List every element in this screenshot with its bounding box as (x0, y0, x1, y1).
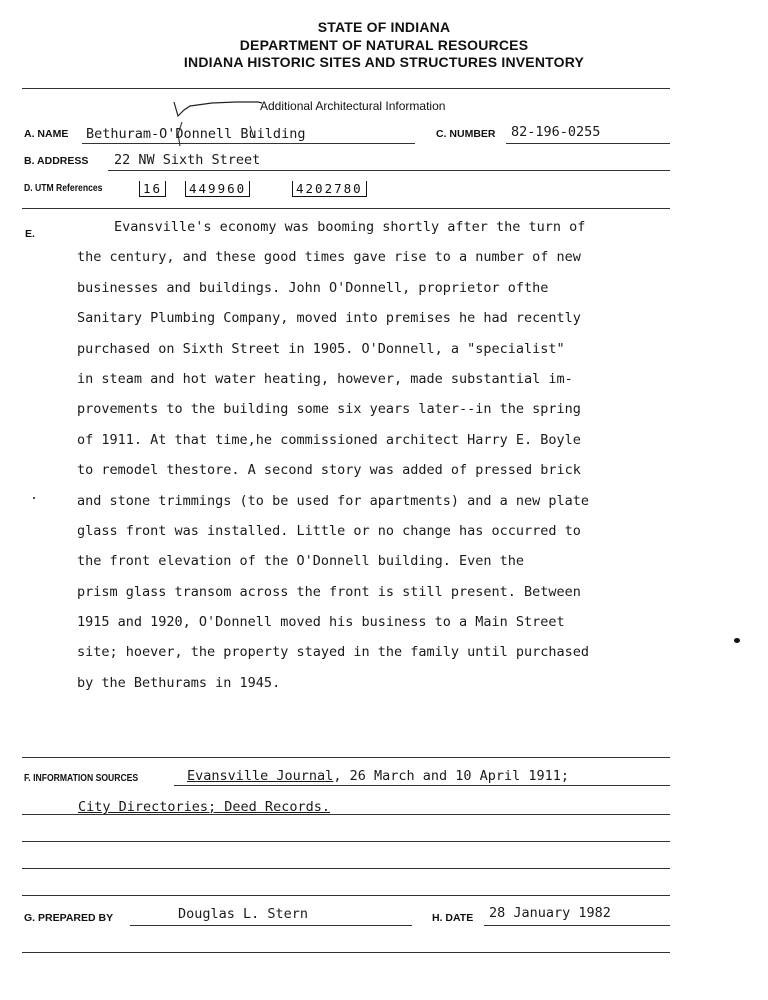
description-line: in steam and hot water heating, however, made substantial im- (77, 370, 573, 387)
description-line: site; hoever, the property stayed in the family until purchased (77, 644, 590, 661)
description-line: 1915 and 1920, O'Donnell moved his business to a Main Street (77, 614, 565, 631)
utm-label: D. UTM References (24, 182, 103, 194)
header-state: STATE OF INDIANA (317, 19, 451, 35)
description-line: prism glass transom across the front is still present. Between (77, 583, 581, 600)
header-inventory: INDIANA HISTORIC SITES AND STRUCTURES INVENTORY (183, 54, 585, 70)
date-label: H. DATE (432, 912, 474, 924)
sources-line-2: City Directories; Deed Records. (78, 799, 330, 815)
sources-blank-line (22, 895, 670, 896)
number-underline (506, 143, 670, 144)
description-line: of 1911. At that time,he commissioned architect Harry E. Boyle (77, 431, 581, 448)
description-line: by the Bethurams in 1945. (77, 674, 281, 691)
utm-rule (22, 208, 670, 209)
number-value: 82-196-0255 (511, 124, 601, 140)
header-department: DEPARTMENT OF NATURAL RESOURCES (239, 37, 529, 53)
scan-dot (734, 638, 740, 643)
utm-northing-value: 4202780 (292, 181, 367, 197)
description-line: the front elevation of the O'Donnell building. Even the (77, 553, 525, 570)
address-value: 22 NW Sixth Street (114, 152, 261, 168)
description-line: and stone trimmings (to be used for apartments) and a new plate (77, 492, 590, 509)
description-body (77, 212, 657, 698)
description-line: Sanitary Plumbing Company, moved into premises he had recently (77, 310, 581, 327)
utm-northing (292, 180, 367, 198)
prepared-by-label: G. PREPARED BY (24, 912, 114, 924)
number-label: C. NUMBER (436, 128, 496, 140)
footer-rule (22, 952, 670, 953)
name-label: A. NAME (24, 128, 69, 140)
sources-top-rule (22, 757, 670, 758)
description-label: E. (25, 228, 35, 240)
source-journal: Evansville Journal (187, 768, 334, 784)
name-underline (82, 143, 415, 144)
scan-dot (33, 497, 35, 499)
subtitle: Additional Architectural Information (260, 99, 446, 113)
name-value: Bethuram-O'Donnell Building (86, 126, 306, 142)
address-underline (108, 170, 670, 171)
prepared-by-underline (130, 925, 412, 926)
sources-line-1 (187, 768, 569, 784)
prepared-by-value: Douglas L. Stern (178, 906, 309, 922)
utm-zone-value: 16 (139, 181, 166, 197)
date-value: 28 January 1982 (489, 905, 611, 921)
description-line: glass front was installed. Little or no change has occurred to (77, 522, 581, 539)
description-line: Evansville's economy was booming shortly after the turn of (114, 219, 586, 235)
sources-label: F. INFORMATION SOURCES (24, 772, 139, 784)
description-line: the century, and these good times gave rise to a number of new (77, 249, 581, 266)
source-journal-dates: , 26 March and 10 April 1911; (333, 768, 570, 784)
date-underline (484, 925, 670, 926)
description-line: purchased on Sixth Street in 1905. O'Donnell, a "specialist" (77, 340, 565, 357)
description-line: to remodel thestore. A second story was added of pressed brick (77, 462, 581, 479)
description-line: businesses and buildings. John O'Donnell, proprietor ofthe (77, 279, 549, 296)
description-line: provements to the building some six years later--in the spring (77, 401, 581, 418)
sources-blank-line (22, 868, 670, 869)
sources-underline-1 (174, 785, 670, 786)
utm-easting (185, 180, 250, 198)
pencil-annotation-icon (150, 94, 270, 154)
utm-easting-value: 449960 (185, 181, 250, 197)
sources-underline-2 (22, 814, 670, 815)
address-label: B. ADDRESS (24, 155, 89, 167)
utm-zone (139, 180, 166, 198)
sources-blank-line (22, 841, 670, 842)
header-rule (22, 88, 670, 89)
